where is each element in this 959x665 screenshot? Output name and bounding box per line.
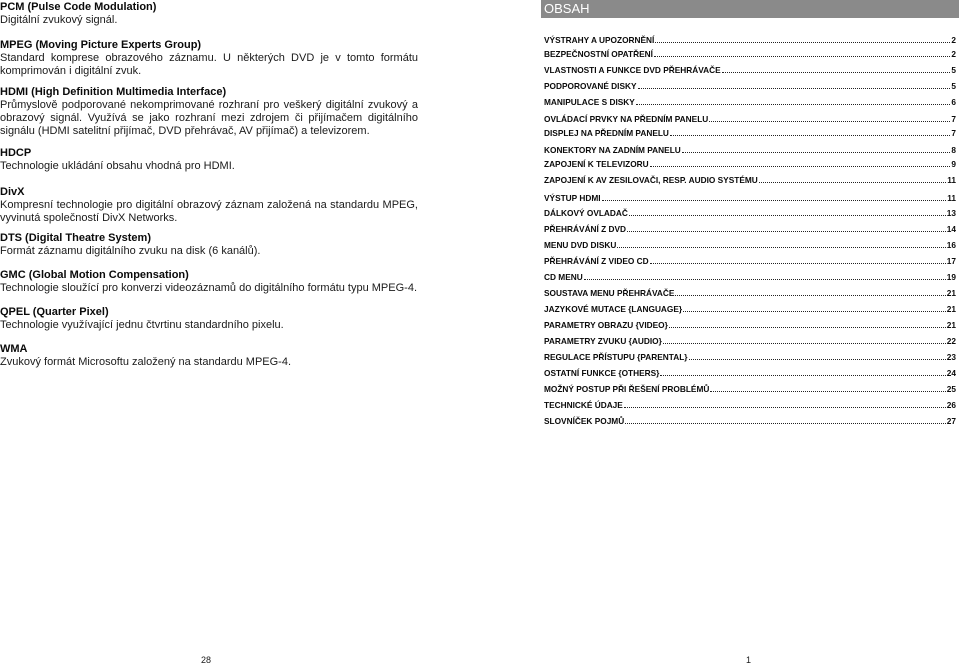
toc-item-label: TECHNICKÉ ÚDAJE xyxy=(544,400,623,410)
glossary-definition: Kompresní technologie pro digitální obrazový záznam založená na standardu MPEG, vyvinutá společností DivX Networks. xyxy=(0,199,418,224)
glossary-entry xyxy=(0,343,418,369)
toc-item[interactable] xyxy=(544,114,956,126)
glossary-entry xyxy=(0,1,418,27)
toc-item[interactable] xyxy=(544,49,956,61)
toc-item-page: 23 xyxy=(946,352,956,362)
toc-item[interactable] xyxy=(544,416,956,428)
toc-item[interactable] xyxy=(544,352,956,364)
glossary-term: MPEG (Moving Picture Experts Group) xyxy=(0,39,202,51)
toc-leader-dots xyxy=(624,401,946,408)
toc-item-label: CD MENU xyxy=(544,272,583,282)
toc-item[interactable] xyxy=(544,175,956,187)
toc-leader-dots xyxy=(638,82,951,89)
toc-item-page: 21 xyxy=(946,304,956,314)
toc-item-label: VÝSTUP HDMI xyxy=(544,193,601,203)
toc-item[interactable] xyxy=(544,81,956,93)
toc-leader-dots xyxy=(675,289,945,296)
toc-item[interactable] xyxy=(544,400,956,412)
toc-leader-dots xyxy=(655,36,950,43)
toc-item-page: 14 xyxy=(946,224,956,234)
toc-item[interactable] xyxy=(544,128,956,140)
toc-item[interactable] xyxy=(544,304,956,316)
glossary-term: GMC (Global Motion Compensation) xyxy=(0,269,189,281)
toc-leader-dots xyxy=(602,194,947,201)
toc-heading: OBSAH xyxy=(541,0,959,18)
toc-item[interactable] xyxy=(544,272,956,284)
toc-item[interactable] xyxy=(544,224,956,236)
glossary-term: HDCP xyxy=(0,147,32,159)
toc-item-label: MOŽNÝ POSTUP PŘI ŘEŠENÍ PROBLÉMŮ xyxy=(544,384,710,394)
glossary-term: WMA xyxy=(0,343,28,355)
glossary-term: QPEL (Quarter Pixel) xyxy=(0,306,109,318)
toc-leader-dots xyxy=(670,129,950,136)
toc-item-page: 7 xyxy=(951,114,956,124)
toc-item-label: PŘEHRÁVÁNÍ Z DVD xyxy=(544,224,627,234)
glossary-entry xyxy=(0,269,418,295)
toc-item-label: BEZPEČNOSTNÍ OPATŘENÍ xyxy=(544,49,653,59)
toc-item[interactable] xyxy=(544,336,956,348)
toc-item[interactable] xyxy=(544,320,956,332)
toc-leader-dots xyxy=(710,385,945,392)
toc-item-label: OSTATNÍ FUNKCE {OTHERS} xyxy=(544,368,660,378)
toc-item[interactable] xyxy=(544,384,956,396)
toc-leader-dots xyxy=(617,241,945,248)
glossary-term: HDMI (High Definition Multimedia Interface) xyxy=(0,86,227,98)
toc-item[interactable] xyxy=(544,208,956,220)
toc-leader-dots xyxy=(709,115,950,122)
page-number-left: 28 xyxy=(201,655,212,665)
toc-item-label: SOUSTAVA MENU PŘEHRÁVAČE xyxy=(544,288,675,298)
toc-item-page: 11 xyxy=(947,193,956,203)
toc-leader-dots xyxy=(722,66,951,73)
toc-item[interactable] xyxy=(544,256,956,268)
toc-item-page: 25 xyxy=(946,384,956,394)
toc-item[interactable] xyxy=(544,97,956,109)
toc-item-label: PARAMETRY OBRAZU {VIDEO} xyxy=(544,320,668,330)
toc-item-label: KONEKTORY NA ZADNÍM PANELU xyxy=(544,145,681,155)
toc-item-page: 2 xyxy=(951,35,956,45)
toc-item-label: PŘEHRÁVÁNÍ Z VIDEO CD xyxy=(544,256,649,266)
toc-item-label: MANIPULACE S DISKY xyxy=(544,97,635,107)
glossary-term: DTS (Digital Theatre System) xyxy=(0,232,151,244)
toc-leader-dots xyxy=(629,209,946,216)
toc-item[interactable] xyxy=(544,145,956,157)
glossary-definition: Zvukový formát Microsoftu založený na standardu MPEG-4. xyxy=(0,356,292,368)
glossary-definition: Technologie využívající jednu čtvrtinu standardního pixelu. xyxy=(0,319,284,331)
toc-leader-dots xyxy=(650,160,951,167)
toc-leader-dots xyxy=(759,176,946,183)
toc-item-label: VÝSTRAHY A UPOZORNĚNÍ xyxy=(544,35,655,45)
glossary-definition: Digitální zvukový signál. xyxy=(0,14,118,26)
toc-item-label: MENU DVD DISKU xyxy=(544,240,617,250)
toc-item[interactable] xyxy=(544,35,956,47)
glossary-entry xyxy=(0,232,418,258)
toc-item-page: 22 xyxy=(946,336,956,346)
toc-item-page: 26 xyxy=(946,400,956,410)
toc-item-page: 16 xyxy=(946,240,956,250)
toc-item-page: 27 xyxy=(946,416,956,426)
toc-item-page: 13 xyxy=(946,208,956,218)
glossary-term: PCM (Pulse Code Modulation) xyxy=(0,1,157,13)
toc-item-label: ZAPOJENÍ K AV ZESILOVAČI, RESP. AUDIO SYSTÉMU xyxy=(544,175,758,185)
toc-item[interactable] xyxy=(544,65,956,77)
toc-item-page: 19 xyxy=(946,272,956,282)
toc-leader-dots xyxy=(660,369,945,376)
toc-leader-dots xyxy=(663,337,946,344)
glossary-entry xyxy=(0,86,418,138)
toc-leader-dots xyxy=(627,225,946,232)
toc-item-label: REGULACE PŘÍSTUPU {PARENTAL} xyxy=(544,352,688,362)
toc-leader-dots xyxy=(625,417,946,424)
toc-item-label: SLOVNÍČEK POJMŮ xyxy=(544,416,625,426)
toc-leader-dots xyxy=(689,353,946,360)
page-number-right: 1 xyxy=(746,655,752,665)
toc-item[interactable] xyxy=(544,288,956,300)
toc-item-page: 5 xyxy=(951,65,956,75)
toc-leader-dots xyxy=(683,305,946,312)
toc-item-label: PARAMETRY ZVUKU {AUDIO} xyxy=(544,336,662,346)
toc-item-page: 21 xyxy=(946,288,956,298)
toc-item-label: DISPLEJ NA PŘEDNÍM PANELU xyxy=(544,128,669,138)
toc-item[interactable] xyxy=(544,193,956,205)
toc-item-label: ZAPOJENÍ K TELEVIZORU xyxy=(544,159,649,169)
toc-item-page: 24 xyxy=(946,368,956,378)
toc-leader-dots xyxy=(650,257,946,264)
toc-leader-dots xyxy=(584,273,946,280)
toc-leader-dots xyxy=(636,98,951,105)
glossary-entry xyxy=(0,306,418,332)
glossary-entry xyxy=(0,186,418,225)
toc-leader-dots xyxy=(654,50,950,57)
toc-leader-dots xyxy=(682,146,951,153)
glossary-term: DivX xyxy=(0,186,25,198)
toc-item-page: 9 xyxy=(951,159,956,169)
toc-item[interactable] xyxy=(544,159,956,171)
toc-item-label: VLASTNOSTI A FUNKCE DVD PŘEHRÁVAČE xyxy=(544,65,721,75)
toc-item-page: 7 xyxy=(951,128,956,138)
toc-item-page: 2 xyxy=(951,49,956,59)
toc-item-page: 21 xyxy=(946,320,956,330)
glossary-definition: Průmyslově podporované nekomprimované rozhraní pro veškerý digitální zvukový a obrazový signál. Využívá se jako rozhraní mezi zdrojem či přijímačem digitálního signálu (HDMI satelitní přijímač, DVD přehrávač, AV přijímač) a televizorem. xyxy=(0,99,418,137)
toc-item[interactable] xyxy=(544,368,956,380)
toc-item-page: 17 xyxy=(946,256,956,266)
glossary-definition: Standard komprese obrazového záznamu. U některých DVD je v tomto formátu komprimován i digitální zvuk. xyxy=(0,52,418,77)
toc-leader-dots xyxy=(669,321,946,328)
glossary-definition: Technologie ukládání obsahu vhodná pro HDMI. xyxy=(0,160,235,172)
glossary-definition: Formát záznamu digitálního zvuku na disk (6 kanálů). xyxy=(0,245,261,257)
toc-item-label: JAZYKOVÉ MUTACE {LANGUAGE} xyxy=(544,304,683,314)
toc-item-label: DÁLKOVÝ OVLADAČ xyxy=(544,208,628,218)
toc-item-page: 11 xyxy=(947,175,956,185)
toc-item-label: PODPOROVANÉ DISKY xyxy=(544,81,637,91)
toc-item[interactable] xyxy=(544,240,956,252)
toc-item-page: 8 xyxy=(951,145,956,155)
toc-item-page: 5 xyxy=(951,81,956,91)
toc-item-label: OVLÁDACÍ PRVKY NA PŘEDNÍM PANELU xyxy=(544,114,709,124)
toc-item-page: 6 xyxy=(951,97,956,107)
glossary-entry xyxy=(0,147,418,173)
table-of-contents xyxy=(541,0,959,426)
glossary-definition: Technologie sloužící pro konverzi videozáznamů do digitálního formátu typu MPEG-4. xyxy=(0,282,417,294)
glossary-entry xyxy=(0,39,418,78)
